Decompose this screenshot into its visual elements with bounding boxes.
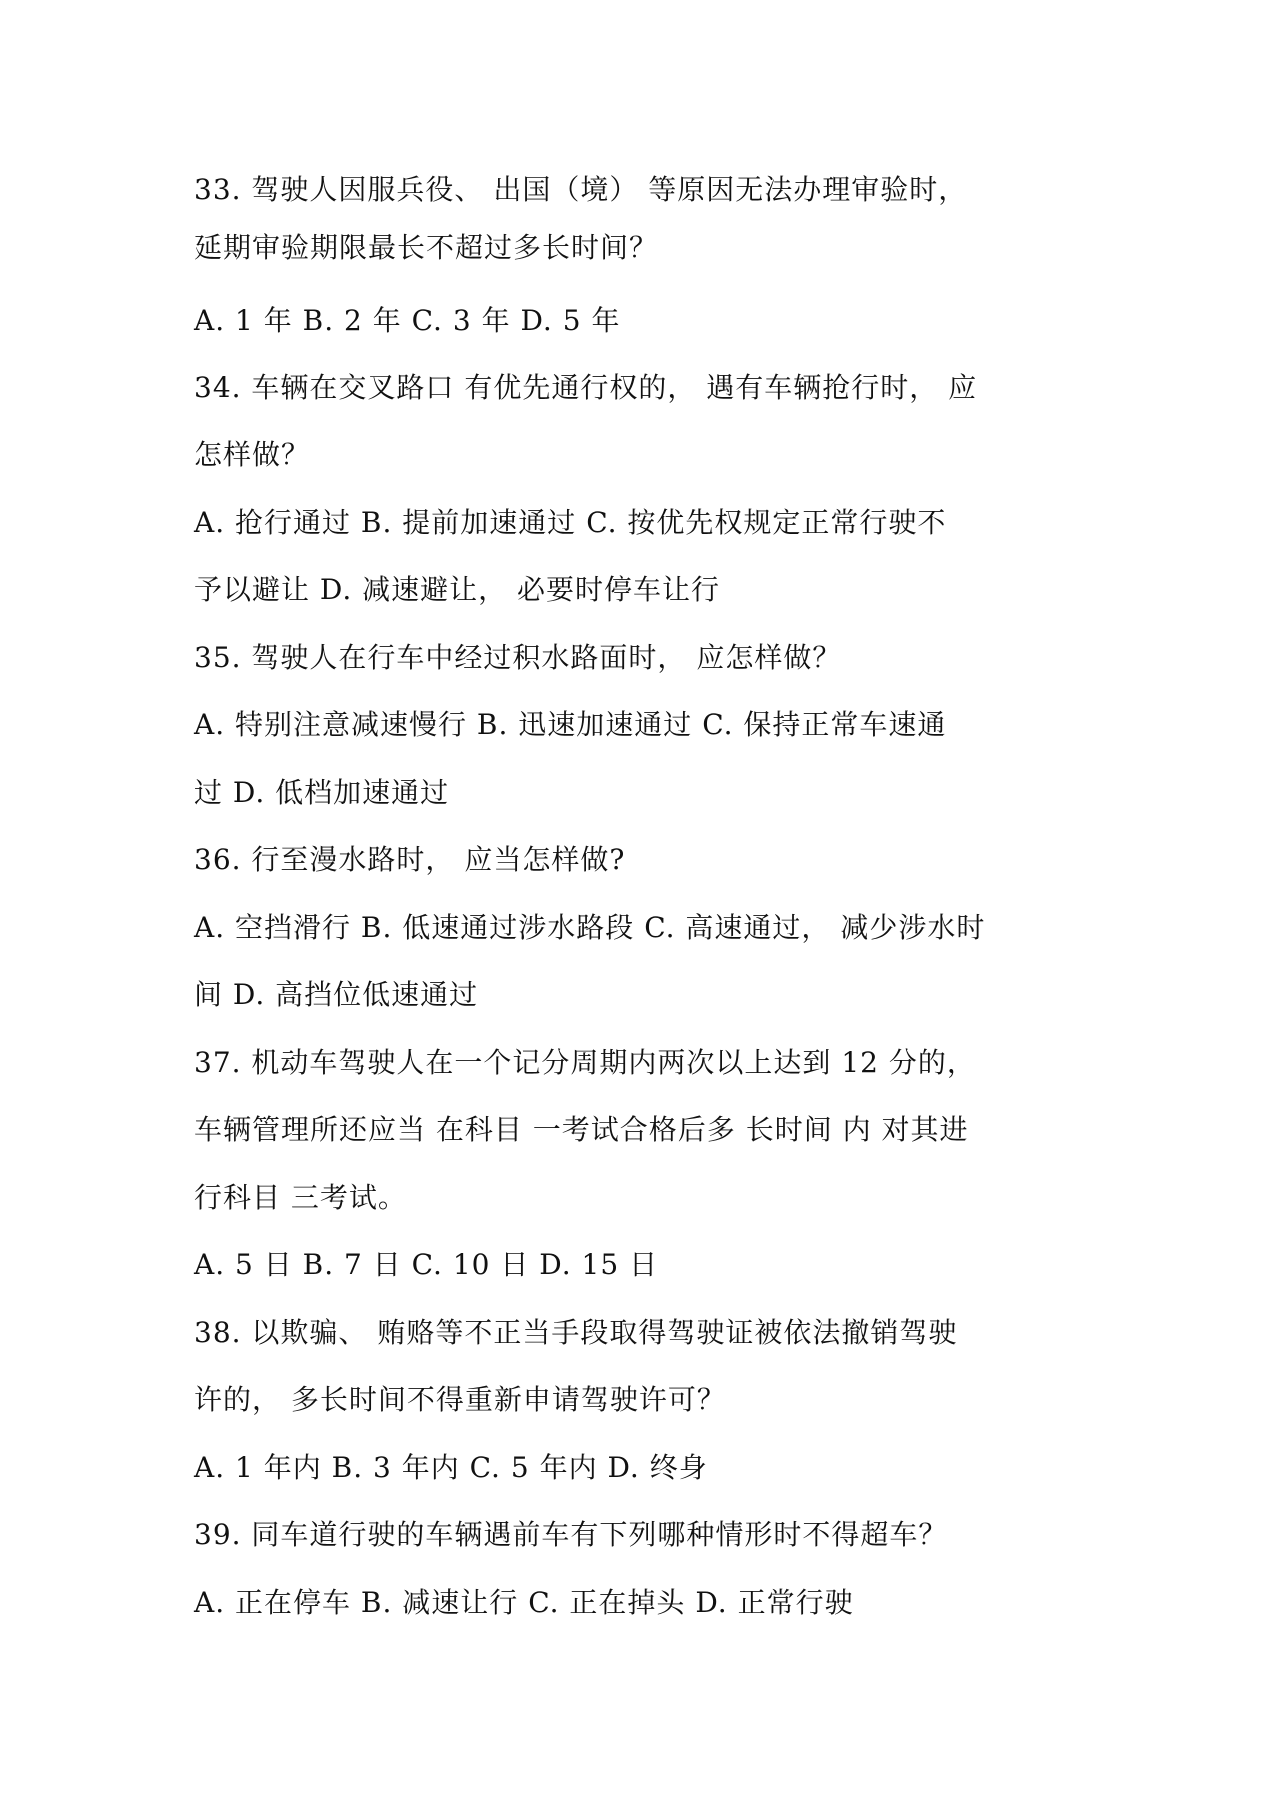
q36-options-line-2: 间 D. 高挡位低速通过 (194, 978, 479, 1011)
q34-options-line-1: A. 抢行通过 B. 提前加速通过 C. 按优先权规定正常行驶不 (194, 506, 947, 539)
q39-stem: 39. 同车道行驶的车辆遇前车有下列哪种情形时不得超车？ (194, 1518, 948, 1551)
q38-stem-line-2: 许的， 多长时间不得重新申请驾驶许可？ (194, 1383, 726, 1416)
q39-options: A. 正在停车 B. 减速让行 C. 正在掉头 D. 正常行驶 (194, 1586, 854, 1619)
q37-stem-line-1: 37. 机动车驾驶人在一个记分周期内两次以上达到 12 分的， (194, 1046, 976, 1079)
q35-options-line-1: A. 特别注意减速慢行 B. 迅速加速通过 C. 保持正常车速通 (194, 708, 947, 741)
q37-options: A. 5 日 B. 7 日 C. 10 日 D. 15 日 (194, 1248, 659, 1281)
q33-options: A. 1 年 B. 2 年 C. 3 年 D. 5 年 (194, 304, 621, 337)
q36-stem: 36. 行至漫水路时， 应当怎样做? (194, 843, 626, 876)
q37-stem-line-2: 车辆管理所还应当 在科目 一考试合格后多 长时间 内 对其进 (194, 1113, 969, 1146)
q34-options-line-2: 予以避让 D. 减速避让， 必要时停车让行 (194, 573, 721, 606)
q38-stem-line-1: 38. 以欺骗、 贿赂等不正当手段取得驾驶证被依法撤销驾驶 (194, 1316, 958, 1349)
q35-stem: 35. 驾驶人在行车中经过积水路面时， 应怎样做？ (194, 641, 842, 674)
q33-stem-line-1: 33. 驾驶人因服兵役、 出国（境） 等原因无法办理审验时， (194, 173, 968, 206)
q35-options-line-2: 过 D. 低档加速通过 (194, 776, 450, 809)
q38-options: A. 1 年内 B. 3 年内 C. 5 年内 D. 终身 (194, 1451, 708, 1484)
q34-stem-line-1: 34. 车辆在交叉路口 有优先通行权的， 遇有车辆抢行时， 应 (194, 371, 978, 404)
q33-stem-line-2: 延期审验期限最长不超过多长时间？ (194, 231, 659, 264)
q36-options-line-1: A. 空挡滑行 B. 低速通过涉水路段 C. 高速通过， 减少涉水时 (194, 911, 986, 944)
q34-stem-line-2: 怎样做？ (194, 438, 311, 471)
q37-stem-line-3: 行科目 三考试。 (194, 1181, 407, 1214)
